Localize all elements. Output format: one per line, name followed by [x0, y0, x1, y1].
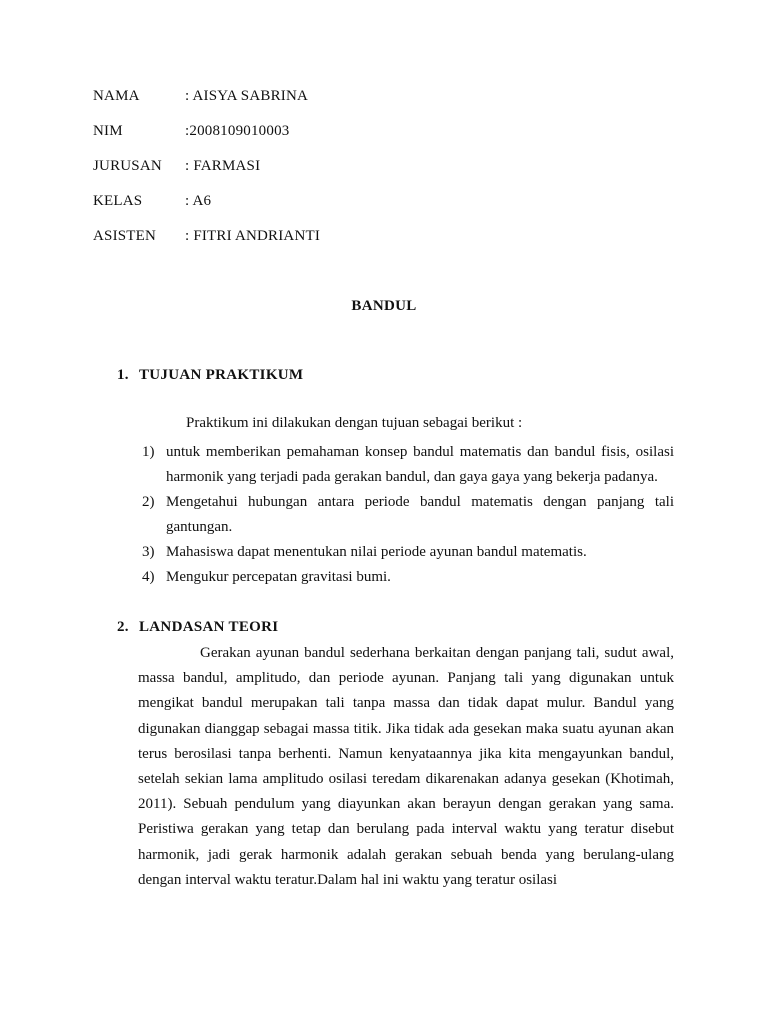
identity-label: KELAS — [93, 193, 143, 209]
list-item-text: Mahasiswa dapat menentukan nilai periode ayunan bandul matematis. — [166, 544, 587, 560]
section-heading-landasan — [117, 619, 278, 636]
identity-row-nama — [93, 86, 320, 121]
identity-row-asisten — [93, 226, 320, 261]
list-item-text: Mengetahui hubungan antara periode bandul matematis dengan panjang tali gantungan. — [166, 494, 674, 535]
identity-label: NAMA — [93, 88, 140, 104]
identity-row-jurusan — [93, 156, 320, 191]
identity-row-nim — [93, 121, 320, 156]
identity-value: : A6 — [185, 193, 212, 209]
section-number: 1. — [117, 367, 129, 383]
section-title: TUJUAN PRAKTIKUM — [139, 367, 304, 383]
body-paragraph: Gerakan ayunan bandul sederhana berkaitan dengan panjang tali, sudut awal, massa bandul, amplitudo, dan periode ayunan. Panjang tali yang digunakan untuk mengikat bandul merupakan tali tanpa massa dan tidak dapat mulur. Bandul yang digunakan dianggap sebagai massa titik. Jika tidak ada gesekan maka suatu ayunan akan terus berosilasi tanpa berhenti. Namun kenyataannya jika kita mengayunkan bandul, setelah sekian lama amplitudo osilasi teredam dikarenakan adanya gesekan (Khotimah, 2011). Sebuah pendulum yang diayunkan akan berayun dengan gerakan yang sama. Peristiwa gerakan yang tetap dan berulang pada interval waktu yang teratur disebut harmonik, jadi gerak harmonik adalah gerakan sebuah benda yang berulang-ulang dengan interval waktu teratur.Dalam hal ini waktu yang teratur osilasi — [138, 645, 674, 888]
identity-value: : AISYA SABRINA — [185, 88, 309, 104]
list-item-number: 2) — [142, 494, 155, 510]
list-item-text: Mengukur percepatan gravitasi bumi. — [166, 569, 391, 585]
list-item — [142, 565, 674, 590]
identity-value: : FITRI ANDRIANTI — [185, 228, 321, 244]
section-title: LANDASAN TEORI — [139, 619, 279, 635]
list-item — [142, 440, 674, 490]
identity-label: NIM — [93, 123, 123, 139]
list-item-text: untuk memberikan pemahaman konsep bandul matematis dan bandul fisis, osilasi harmonik yang terjadi pada gerakan bandul, dan gaya gaya yang bekerja padanya. — [166, 444, 674, 485]
list-item-number: 1) — [142, 444, 155, 460]
identity-label: ASISTEN — [93, 228, 157, 244]
objectives-list — [142, 440, 674, 590]
document-title: BANDUL — [351, 298, 417, 314]
list-item-number: 4) — [142, 569, 155, 585]
list-item — [142, 540, 674, 565]
section-number: 2. — [117, 619, 129, 635]
identity-label: JURUSAN — [93, 158, 162, 174]
list-item — [142, 490, 674, 540]
identity-block — [93, 86, 320, 261]
identity-row-kelas — [93, 191, 320, 226]
section-heading-tujuan — [117, 367, 303, 384]
identity-value: : FARMASI — [185, 158, 261, 174]
list-item-number: 3) — [142, 544, 155, 560]
section-intro: Praktikum ini dilakukan dengan tujuan sebagai berikut : — [186, 415, 523, 431]
identity-value: :2008109010003 — [185, 123, 290, 139]
